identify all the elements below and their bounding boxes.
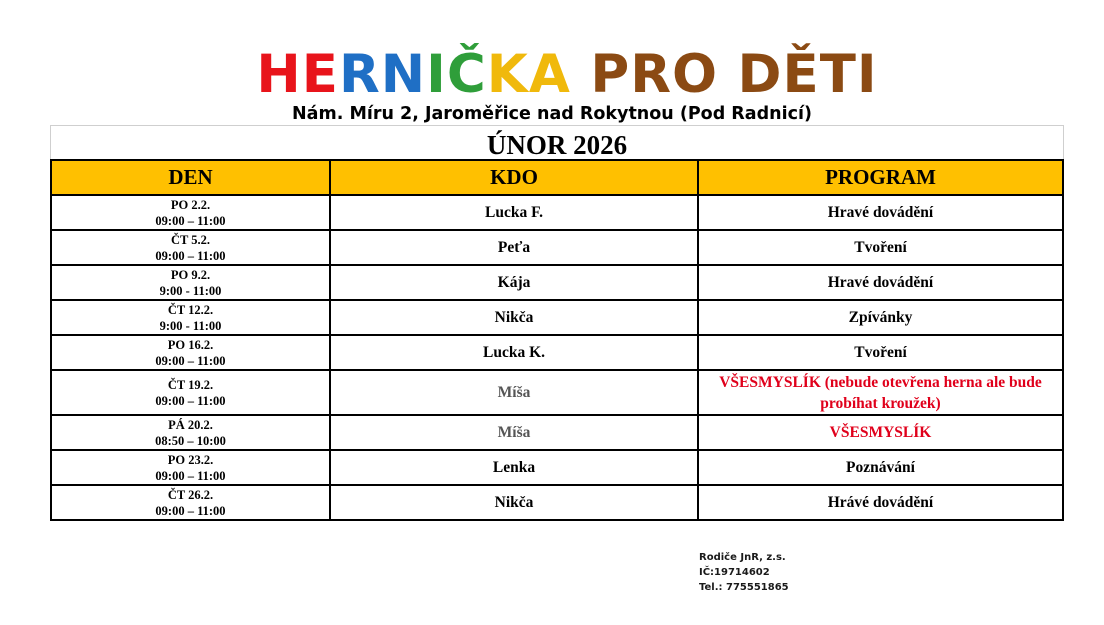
title-letter: A (528, 44, 571, 105)
time-label: 09:00 – 11:00 (155, 503, 226, 518)
program-cell: Zpívánky (698, 300, 1063, 335)
day-label: ČT 19.2. (167, 377, 214, 392)
table-row (51, 450, 1063, 485)
page-title (0, 43, 1104, 107)
column-header-den: DEN (51, 160, 330, 195)
day-label: ČT 26.2. (167, 487, 214, 502)
table-row (51, 230, 1063, 265)
organizer-name: Rodiče JnR, z.s. (699, 552, 786, 563)
title-letter: Č (446, 44, 487, 105)
time-label: 9:00 - 11:00 (159, 318, 222, 333)
organizer-id: IČ:19714602 (699, 567, 770, 578)
program-cell: VŠESMYSLÍK (nebude otevřena herna ale bude probíhat kroužek) (698, 370, 1063, 415)
table-row (51, 195, 1063, 230)
host-cell: Lenka (330, 450, 698, 485)
day-label: PÁ 20.2. (168, 417, 213, 432)
header-row (51, 160, 1063, 195)
title-letter: I (426, 44, 447, 105)
program-cell: Hravé dovádění (698, 195, 1063, 230)
program-cell: Tvoření (698, 230, 1063, 265)
organizer-phone: Tel.: 775551865 (699, 582, 789, 593)
schedule-table (50, 159, 1064, 521)
program-cell: Poznávání (698, 450, 1063, 485)
host-cell: Míša (330, 370, 698, 415)
organizer-footer (699, 550, 789, 595)
time-label: 08:50 – 10:00 (155, 433, 226, 448)
day-label: PO 16.2. (167, 337, 214, 352)
day-cell (51, 415, 330, 450)
time-label: 09:00 – 11:00 (155, 213, 226, 228)
table-row (51, 300, 1063, 335)
day-label: PO 23.2. (167, 452, 214, 467)
host-cell: Nikča (330, 485, 698, 520)
time-label: 09:00 – 11:00 (155, 468, 226, 483)
title-letter: E (301, 44, 339, 105)
time-label: 09:00 – 11:00 (155, 353, 226, 368)
program-cell: VŠESMYSLÍK (698, 415, 1063, 450)
title-letter: PRO DĚTI (590, 44, 878, 105)
program-cell: Hrávé dovádění (698, 485, 1063, 520)
host-cell: Nikča (330, 300, 698, 335)
table-row (51, 265, 1063, 300)
address-subtitle: Nám. Míru 2, Jaroměřice nad Rokytnou (Pod Radnicí) (292, 104, 812, 124)
day-cell (51, 265, 330, 300)
table-row (51, 485, 1063, 520)
time-label: 9:00 - 11:00 (159, 283, 222, 298)
time-label: 09:00 – 11:00 (155, 393, 226, 408)
table-row (51, 415, 1063, 450)
month-heading: ÚNOR 2026 (486, 130, 628, 160)
host-cell: Kája (330, 265, 698, 300)
table-row (51, 370, 1063, 415)
day-cell (51, 300, 330, 335)
day-cell (51, 335, 330, 370)
day-label: PO 2.2. (170, 197, 211, 212)
table-row (51, 335, 1063, 370)
title-letter: R (338, 44, 381, 105)
day-label: ČT 5.2. (170, 232, 210, 247)
title-letter: K (486, 44, 529, 105)
day-label: ČT 12.2. (167, 302, 214, 317)
host-cell: Peťa (330, 230, 698, 265)
column-header-program: PROGRAM (698, 160, 1063, 195)
time-label: 09:00 – 11:00 (155, 248, 226, 263)
title-letter: H (256, 44, 302, 105)
day-cell (51, 450, 330, 485)
host-cell: Lucka K. (330, 335, 698, 370)
host-cell: Lucka F. (330, 195, 698, 230)
program-cell: Hravé dovádění (698, 265, 1063, 300)
program-cell: Tvoření (698, 335, 1063, 370)
day-cell (51, 485, 330, 520)
day-cell (51, 230, 330, 265)
title-letter: N (380, 44, 427, 105)
day-cell (51, 195, 330, 230)
day-cell (51, 370, 330, 415)
month-banner (50, 125, 1064, 160)
day-label: PO 9.2. (170, 267, 211, 282)
host-cell: Míša (330, 415, 698, 450)
title-letter (571, 44, 590, 105)
column-header-kdo: KDO (330, 160, 698, 195)
